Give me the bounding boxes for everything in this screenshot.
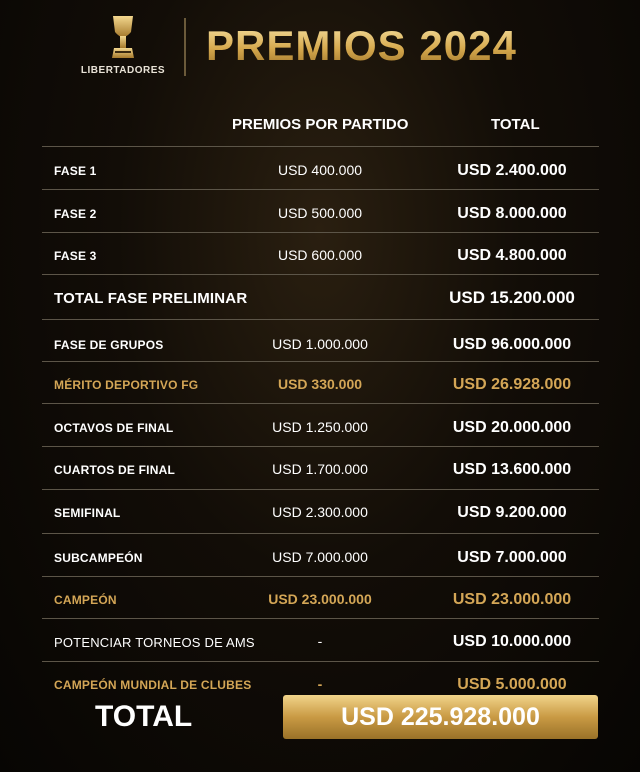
logo-text: LIBERTADORES xyxy=(80,65,166,76)
row-label: POTENCIAR TORNEOS DE AMS xyxy=(54,635,255,650)
row-label: FASE 3 xyxy=(54,249,97,263)
row-label: SUBCAMPEÓN xyxy=(54,551,143,565)
row-per-match: USD 500.000 xyxy=(277,205,363,221)
row-per-match: USD 330.000 xyxy=(277,376,363,392)
row-label: FASE DE GRUPOS xyxy=(54,338,164,352)
libertadores-logo xyxy=(78,12,168,82)
row-per-match: USD 2.300.000 xyxy=(272,504,368,520)
table-row xyxy=(42,533,599,576)
row-total: USD 20.000.000 xyxy=(452,419,572,436)
row-total: USD 96.000.000 xyxy=(452,336,572,353)
row-per-match: USD 400.000 xyxy=(277,162,363,178)
row-per-match: USD 600.000 xyxy=(277,247,363,263)
header xyxy=(0,0,640,90)
row-total: USD 2.400.000 xyxy=(457,162,567,179)
footer-total-label: TOTAL xyxy=(95,700,193,733)
trophy-icon xyxy=(103,12,143,62)
row-label: FASE 2 xyxy=(54,207,97,221)
row-label: MÉRITO DEPORTIVO FG xyxy=(54,378,199,392)
column-header-per-match: PREMIOS POR PARTIDO xyxy=(232,116,409,133)
table-row xyxy=(42,361,599,403)
row-total: USD 23.000.000 xyxy=(452,591,572,608)
row-per-match: USD 1.000.000 xyxy=(272,336,368,352)
table-row xyxy=(42,489,599,533)
table-row xyxy=(42,146,599,189)
row-total: USD 9.200.000 xyxy=(457,504,567,521)
row-per-match: USD 23.000.000 xyxy=(268,591,372,607)
row-label: CAMPEÓN MUNDIAL DE CLUBES xyxy=(54,678,252,692)
header-divider xyxy=(184,18,186,76)
row-label: CUARTOS DE FINAL xyxy=(54,463,175,477)
table-row xyxy=(42,446,599,489)
row-label: OCTAVOS DE FINAL xyxy=(54,421,174,435)
table-row-subtotal xyxy=(42,274,599,319)
table-row xyxy=(42,576,599,618)
row-per-match: USD 1.700.000 xyxy=(272,461,368,477)
grand-total-box xyxy=(283,695,598,739)
row-label: TOTAL FASE PRELIMINAR xyxy=(54,290,248,307)
row-per-match: - xyxy=(317,676,323,692)
row-total: USD 4.800.000 xyxy=(457,247,567,264)
table-row xyxy=(42,319,599,361)
row-total: USD 7.000.000 xyxy=(457,549,567,566)
row-total: USD 5.000.000 xyxy=(457,676,567,693)
column-header-total: TOTAL xyxy=(491,116,540,133)
table-row xyxy=(42,618,599,661)
page-title: PREMIOS 2024 xyxy=(206,22,517,69)
table-row xyxy=(42,232,599,274)
table-row xyxy=(42,189,599,232)
row-per-match: USD 1.250.000 xyxy=(272,419,368,435)
grand-total-value: USD 225.928.000 xyxy=(341,703,540,731)
row-total: USD 13.600.000 xyxy=(452,461,572,478)
row-per-match: USD 7.000.000 xyxy=(272,549,368,565)
row-per-match: - xyxy=(317,633,323,649)
row-label: CAMPEÓN xyxy=(54,593,117,607)
table-row xyxy=(42,403,599,446)
row-total: USD 15.200.000 xyxy=(449,288,575,307)
row-label: FASE 1 xyxy=(54,164,97,178)
prize-table xyxy=(42,146,599,702)
row-total: USD 8.000.000 xyxy=(457,205,567,222)
row-total: USD 26.928.000 xyxy=(452,376,572,393)
row-label: SEMIFINAL xyxy=(54,506,121,520)
row-total: USD 10.000.000 xyxy=(452,633,572,650)
